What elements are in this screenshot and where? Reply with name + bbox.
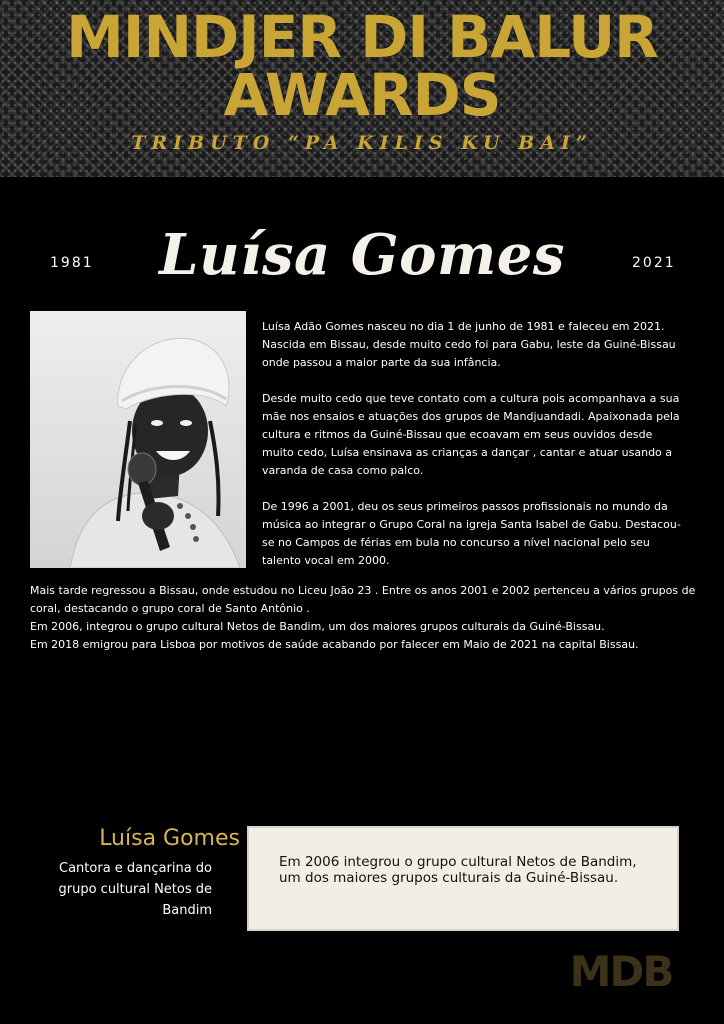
biography-full-text <box>30 582 710 654</box>
bio-paragraph-career: De 1996 a 2001, deu os seus primeiros passos profissionais no mundo da música ao integrar o Grupo Coral na igreja Santa Isabel de Gabu. Destacou-se no Campos de férias em bula no concurso a nível nacional pelo seu talento vocal em 2000. <box>262 500 681 567</box>
tribute-tagline: TRIBUTO “PA KILIS KU BAI” <box>131 132 593 154</box>
birth-year: 1981 <box>50 255 94 271</box>
header-banner <box>0 0 724 177</box>
portrait-illustration <box>30 311 246 568</box>
quote-text: Em 2006 integrou o grupo cultural Netos de Bandim, um dos maiores grupos culturais da Guiné-Bissau. <box>279 854 637 886</box>
honoree-name: Luísa Gomes <box>159 222 565 288</box>
caption-role: Cantora e dançarina do grupo cultural Netos de Bandim <box>58 861 212 918</box>
death-year: 2021 <box>632 255 676 271</box>
awards-title-line1: MINDJER DI BALUR <box>66 3 658 71</box>
mdb-logo-text: MDB <box>570 948 672 992</box>
caption-name: Luísa Gomes <box>99 826 240 851</box>
bio-paragraph-birth: Luísa Adão Gomes nasceu no dia 1 de junho de 1981 e faleceu em 2021. Nascida em Bissau, desde muito cedo foi para Gabu, leste da Guiné-Bissau onde passou a maior parte da sua infância. <box>262 320 676 369</box>
mdb-logo-icon <box>570 948 672 992</box>
portrait-photo <box>30 311 246 568</box>
bio-paragraph-bissau: Mais tarde regressou a Bissau, onde estudou no Liceu João 23 . Entre os anos 2001 e 2002 pertenceu a vários grupos de coral, destacando o grupo coral de Santo Antônio . <box>30 584 696 615</box>
bio-paragraph-netos: Em 2006, integrou o grupo cultural Netos de Bandim, um dos maiores grupos culturais da Guiné-Bissau. <box>30 620 605 633</box>
bio-paragraph-lisboa: Em 2018 emigrou para Lisboa por motivos de saúde acabando por falecer em Maio de 2021 na capital Bissau. <box>30 638 639 651</box>
quote-box <box>247 826 679 931</box>
biography-side-text <box>262 318 682 588</box>
awards-title-line2: AWARDS <box>223 61 501 129</box>
bio-paragraph-culture: Desde muito cedo que teve contato com a cultura pois acompanhava a sua mãe nos ensaios e atuações dos grupos de Mandjuandadi. Apaixonada pela cultura e ritmos da Guiné-Bissau que ecoavam em seus ouvidos desde muito cedo, Luísa ensinava as crianças a dançar , cantar e atuar usando a varanda de casa como palco. <box>262 392 680 477</box>
